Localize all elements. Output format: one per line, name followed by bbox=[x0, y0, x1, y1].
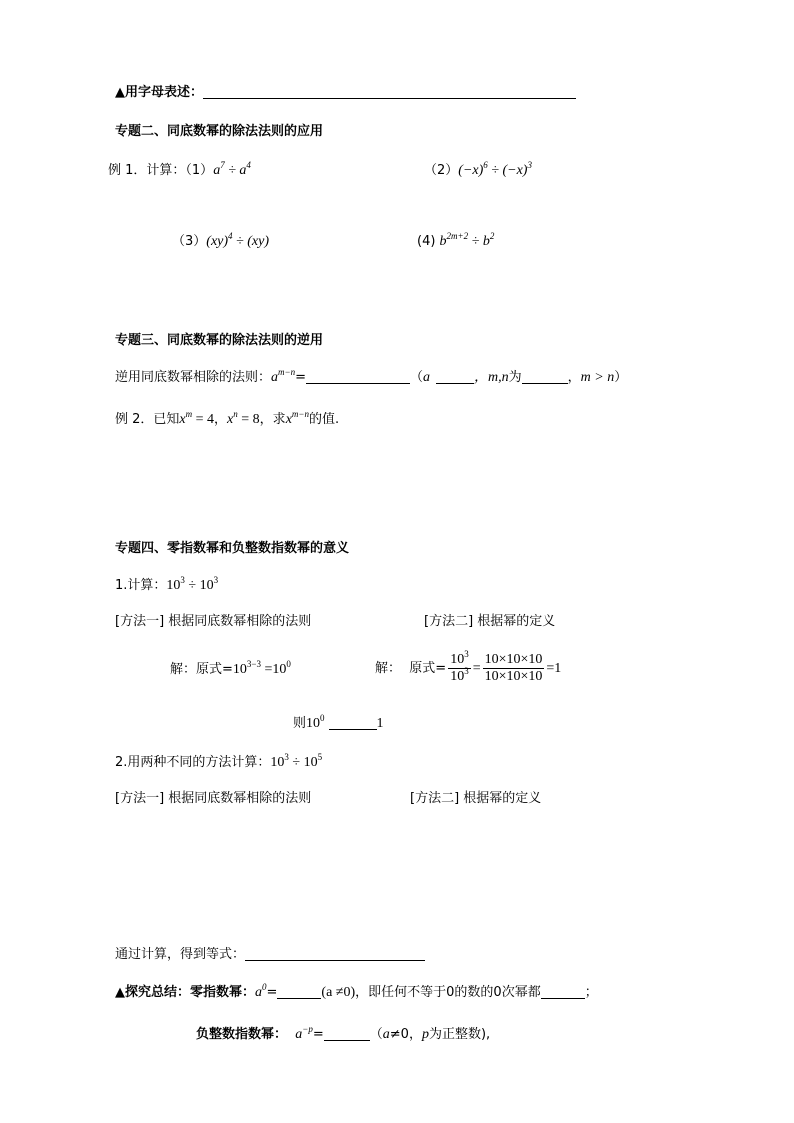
letter-statement-blank[interactable] bbox=[203, 84, 576, 99]
summary-row: ▲探究总结：零指数幂：$a^0= (a \ne 0)$，即任何不等于0的数的0次幂都 ； bbox=[115, 982, 598, 1000]
example2-prefix: 例 2．已知 bbox=[115, 412, 180, 427]
known-x-n: $x^n$ bbox=[227, 409, 238, 427]
question1-prefix: 1.计算： bbox=[115, 578, 167, 593]
negative-exponent-row: 负整数指数幂： $a^{-p}= (a\ne 0$，p为正整数), bbox=[196, 1024, 491, 1042]
inverse-cond-a-blank[interactable] bbox=[436, 369, 474, 384]
negative-exponent-blank[interactable] bbox=[324, 1026, 370, 1041]
problem1-label: （1） bbox=[185, 163, 214, 178]
solution2-label: 解： bbox=[375, 661, 402, 676]
method2b-tag: [方法二] bbox=[410, 791, 460, 806]
solution2-label2: 原式= bbox=[409, 661, 447, 676]
problem4-label: (4) bbox=[417, 234, 440, 249]
equation-row bbox=[115, 946, 425, 964]
problem4-row bbox=[417, 233, 494, 251]
problem2-expression: $(-x)^6 \div (-x)^3$ bbox=[458, 160, 532, 178]
inverse-rule-expression: $a^{m-n}$ bbox=[271, 367, 296, 385]
problem4-expression: $b^{2m+2} \div b^2$ bbox=[439, 231, 495, 249]
method1-text: 根据同底数幂相除的法则 bbox=[168, 614, 312, 629]
example2-row: 例 2．已知$x^m = 4$，$x^n = 8$，求$x^{m-n}$的值. bbox=[115, 409, 340, 427]
method1b-row bbox=[115, 790, 311, 808]
problem3-label: （3） bbox=[172, 234, 207, 249]
method2b-row bbox=[410, 790, 541, 808]
method1-row bbox=[115, 613, 311, 631]
method2b-text: 根据幂的定义 bbox=[463, 791, 542, 806]
problem1-expression: $a^7 \div a^4$ bbox=[213, 160, 251, 178]
problem3-row bbox=[172, 233, 269, 251]
solution1-expression: $10^{3-3} =10^0$ bbox=[232, 659, 291, 677]
target-x-m-n: $x^{m-n}$ bbox=[285, 409, 309, 427]
problem2-row bbox=[424, 162, 532, 180]
power-fraction: $\frac{10^3}{10^3}$ bbox=[450, 649, 469, 684]
question2-expression: $10^3 \div 10^5$ bbox=[270, 752, 323, 770]
topic3-title: 专题三、同底数幂的除法法则的逆用 bbox=[115, 333, 324, 348]
example1-row bbox=[108, 162, 251, 180]
zero-exponent-condition: (a ≠0) bbox=[321, 985, 356, 1000]
equation-blank[interactable] bbox=[245, 946, 425, 961]
method1b-tag: [方法一] bbox=[115, 791, 165, 806]
product-fraction: $\frac{10\times 10\times 10}{10\times 10\times 10}$ bbox=[484, 652, 543, 684]
known-x-m: $x^m$ bbox=[179, 409, 193, 427]
question1-expression: $10^3 \div 10^3$ bbox=[166, 575, 219, 593]
conclusion-row: 则$10^0$ 1 bbox=[293, 713, 384, 731]
negative-exponent-label: 负整数指数幂： bbox=[196, 1027, 288, 1042]
zero-exponent-blank[interactable] bbox=[277, 984, 321, 999]
topic2-title: 专题二、同底数幂的除法法则的应用 bbox=[115, 124, 324, 139]
conclusion-blank[interactable] bbox=[329, 715, 377, 730]
inverse-rule-label: 逆用同底数幂相除的法则： bbox=[115, 370, 272, 385]
equation-label: 通过计算，得到等式： bbox=[115, 947, 246, 962]
solution2-row: 解： 原式= $\frac{10^3}{10^3}$ = $\frac{10\times 10\times 10}{10\times 10\times 10}$ =1 bbox=[375, 649, 562, 684]
method2-row bbox=[424, 613, 555, 631]
question2-prefix: 2.用两种不同的方法计算： bbox=[115, 755, 271, 770]
zero-power-result-blank[interactable] bbox=[541, 984, 585, 999]
solution1-label: 解：原式= bbox=[170, 662, 233, 677]
problem2-label: （2） bbox=[424, 163, 459, 178]
summary-tag: ▲探究总结： bbox=[115, 985, 190, 1000]
method2-text: 根据幂的定义 bbox=[477, 614, 556, 629]
inverse-rule-blank[interactable] bbox=[306, 369, 410, 384]
zero-exponent-label: 零指数幂： bbox=[190, 985, 256, 1000]
method2-tag: [方法二] bbox=[424, 614, 474, 629]
conclusion-prefix: 则 bbox=[293, 716, 307, 731]
letter-statement-label: ▲用字母表述： bbox=[115, 85, 203, 100]
negative-exponent-expression: $a^{-p}$ bbox=[295, 1024, 313, 1042]
question2-row bbox=[115, 754, 322, 772]
topic4-title: 专题四、零指数幂和负整数指数幂的意义 bbox=[115, 541, 350, 556]
conclusion-expression: $10^0$ bbox=[306, 713, 325, 731]
inverse-cond-mn-blank[interactable] bbox=[522, 369, 568, 384]
inverse-rule-row: 逆用同底数幂相除的法则：$a^{m-n}= (a$ ，m,n为 ，m > n） bbox=[115, 367, 628, 385]
question1-row bbox=[115, 577, 218, 595]
method1-tag: [方法一] bbox=[115, 614, 165, 629]
problem3-expression: (xy)$^4$ ÷ (xy) bbox=[206, 231, 269, 249]
letter-statement-row bbox=[115, 84, 576, 102]
example1-prefix: 例 1．计算： bbox=[108, 163, 186, 178]
method1b-text: 根据同底数幂相除的法则 bbox=[168, 791, 312, 806]
zero-exponent-expression: $a^0$ bbox=[255, 982, 267, 1000]
solution1-row bbox=[170, 661, 291, 679]
